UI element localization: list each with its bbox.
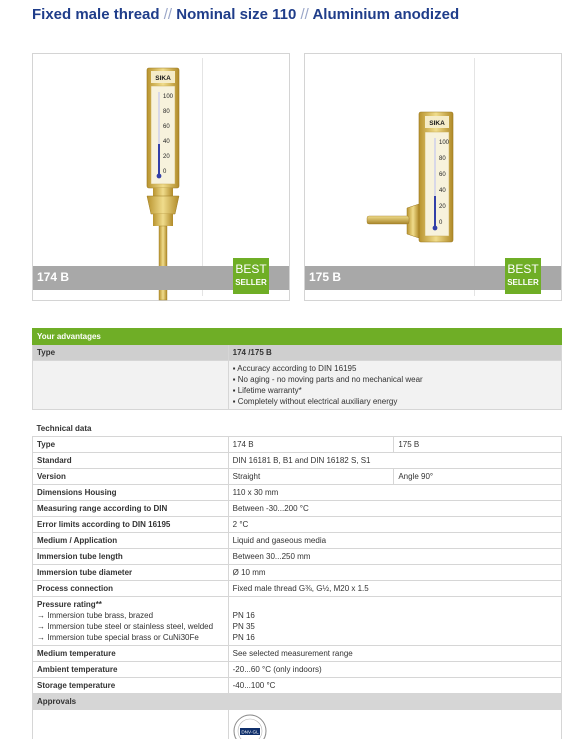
row-value: Between -30...200 °C xyxy=(228,501,561,517)
scale-label: 100 xyxy=(163,94,174,100)
advantage-text: Completely without electrical auxiliary energy xyxy=(237,397,398,406)
advantages-type-row xyxy=(33,345,562,361)
row-value: Between 30...250 mm xyxy=(228,549,561,565)
brand-label: SIKA xyxy=(429,120,445,127)
scale-label: 20 xyxy=(439,204,446,210)
scale-label: 40 xyxy=(163,139,170,145)
technical-header: Technical data xyxy=(33,420,562,437)
pressure-item-value: PN 16 xyxy=(232,611,255,620)
approvals-seal-row xyxy=(33,710,562,739)
row-label: Error limits according to DIN 16195 xyxy=(33,517,229,533)
type-label: Type xyxy=(33,345,229,361)
table-row xyxy=(33,565,562,581)
badge-line2: SELLER xyxy=(507,278,539,287)
scale-label: 0 xyxy=(163,169,167,175)
dnv-gl-seal-icon xyxy=(233,714,267,739)
row-value: Ø 10 mm xyxy=(228,565,561,581)
pressure-item-value: PN 35 xyxy=(232,622,255,631)
table-row-pressure xyxy=(33,597,562,646)
row-label: Type xyxy=(33,437,229,453)
table-row xyxy=(33,453,562,469)
type-value: 174 /175 B xyxy=(228,345,561,361)
advantages-header-row xyxy=(33,329,562,345)
table-row xyxy=(33,581,562,597)
page-title xyxy=(32,6,459,23)
pressure-item-label: → Immersion tube brass, brazed xyxy=(37,611,154,620)
advantage-text: Lifetime warranty* xyxy=(237,386,302,395)
technical-data-table xyxy=(32,420,562,739)
row-value: 2 °C xyxy=(228,517,561,533)
table-row xyxy=(33,517,562,533)
best-seller-badge xyxy=(505,258,541,294)
row-value: -20...60 °C (only indoors) xyxy=(228,662,561,678)
approval-seal-cell xyxy=(228,710,561,739)
title-separator: // xyxy=(300,6,309,23)
table-row xyxy=(33,533,562,549)
row-value-175b: Angle 90° xyxy=(394,469,562,485)
table-row xyxy=(33,469,562,485)
table-row xyxy=(33,678,562,694)
row-label: Process connection xyxy=(33,581,229,597)
card-divider xyxy=(474,58,475,296)
row-label: Dimensions Housing xyxy=(33,485,229,501)
row-label: Version xyxy=(33,469,229,485)
table-row xyxy=(33,662,562,678)
product-label: 174 B xyxy=(37,270,70,284)
advantages-table xyxy=(32,328,562,410)
scale-label: 100 xyxy=(439,140,450,146)
row-label: Medium temperature xyxy=(33,646,229,662)
table-row xyxy=(33,485,562,501)
row-value-174b: 174 B xyxy=(228,437,394,453)
pressure-labels xyxy=(33,597,229,646)
approvals-label: Approvals xyxy=(33,694,229,710)
badge-line1: BEST xyxy=(235,262,267,276)
pressure-item-label: → Immersion tube special brass or CuNi30Fe xyxy=(37,633,199,642)
row-value: -40...100 °C xyxy=(228,678,561,694)
advantages-list xyxy=(228,361,561,410)
row-label: Immersion tube length xyxy=(33,549,229,565)
title-part-thread: Fixed male thread xyxy=(32,6,160,23)
table-row xyxy=(33,646,562,662)
advantages-list-row xyxy=(33,361,562,410)
row-value: Fixed male thread G⅜, G½, M20 x 1.5 xyxy=(228,581,561,597)
title-part-material: Aluminium anodized xyxy=(312,6,460,23)
approvals-row xyxy=(33,694,562,710)
advantage-text: Accuracy according to DIN 16195 xyxy=(237,364,357,373)
advantage-text: No aging - no moving parts and no mechanical wear xyxy=(237,375,423,384)
table-row xyxy=(33,437,562,453)
product-label: 175 B xyxy=(309,270,342,284)
pressure-item-value: PN 16 xyxy=(232,633,255,642)
scale-label: 80 xyxy=(439,156,446,162)
row-label: Immersion tube diameter xyxy=(33,565,229,581)
empty-cell xyxy=(228,694,561,710)
advantages-header: Your advantages xyxy=(33,329,562,345)
row-value: Liquid and gaseous media xyxy=(228,533,561,549)
row-label: Storage temperature xyxy=(33,678,229,694)
row-value: DIN 16181 B, B1 and DIN 16182 S, S1 xyxy=(228,453,561,469)
scale-label: 60 xyxy=(439,172,446,178)
empty-cell xyxy=(33,710,229,739)
row-label: Medium / Application xyxy=(33,533,229,549)
row-label: Standard xyxy=(33,453,229,469)
product-card-175b[interactable] xyxy=(304,53,562,301)
scale-label: 40 xyxy=(439,188,446,194)
scale-label: 20 xyxy=(163,154,170,160)
thermometer-angled-image xyxy=(363,108,473,248)
scale-label: 0 xyxy=(439,220,443,226)
title-separator: // xyxy=(163,6,173,23)
pressure-label: Pressure rating** xyxy=(37,600,102,609)
best-seller-badge xyxy=(233,258,269,294)
empty-cell xyxy=(33,361,229,410)
list-item: ▪ Accuracy according to DIN 16195 xyxy=(232,364,357,373)
row-label: Ambient temperature xyxy=(33,662,229,678)
product-card-174b[interactable] xyxy=(32,53,290,301)
list-item: ▪ Lifetime warranty* xyxy=(232,386,302,395)
row-value-175b: 175 B xyxy=(394,437,562,453)
row-label: Measuring range according to DIN xyxy=(33,501,229,517)
pressure-item-label: → Immersion tube steel or stainless steel, welded xyxy=(37,622,214,631)
technical-header-row xyxy=(33,420,562,437)
row-value-174b: Straight xyxy=(228,469,394,485)
badge-line2: SELLER xyxy=(235,278,267,287)
brand-label: SIKA xyxy=(155,75,171,82)
title-part-size: Nominal size 110 xyxy=(176,6,297,23)
list-item: ▪ No aging - no moving parts and no mechanical wear xyxy=(232,375,423,384)
badge-line1: BEST xyxy=(507,262,539,276)
list-item: ▪ Completely without electrical auxiliary energy xyxy=(232,397,398,406)
seal-text: DNV·GL xyxy=(240,729,259,735)
table-row xyxy=(33,549,562,565)
scale-label: 80 xyxy=(163,109,170,115)
table-row xyxy=(33,501,562,517)
card-divider xyxy=(202,58,203,296)
scale-label: 60 xyxy=(163,124,170,130)
row-value: 110 x 30 mm xyxy=(228,485,561,501)
pressure-values xyxy=(228,597,561,646)
row-value: See selected measurement range xyxy=(228,646,561,662)
